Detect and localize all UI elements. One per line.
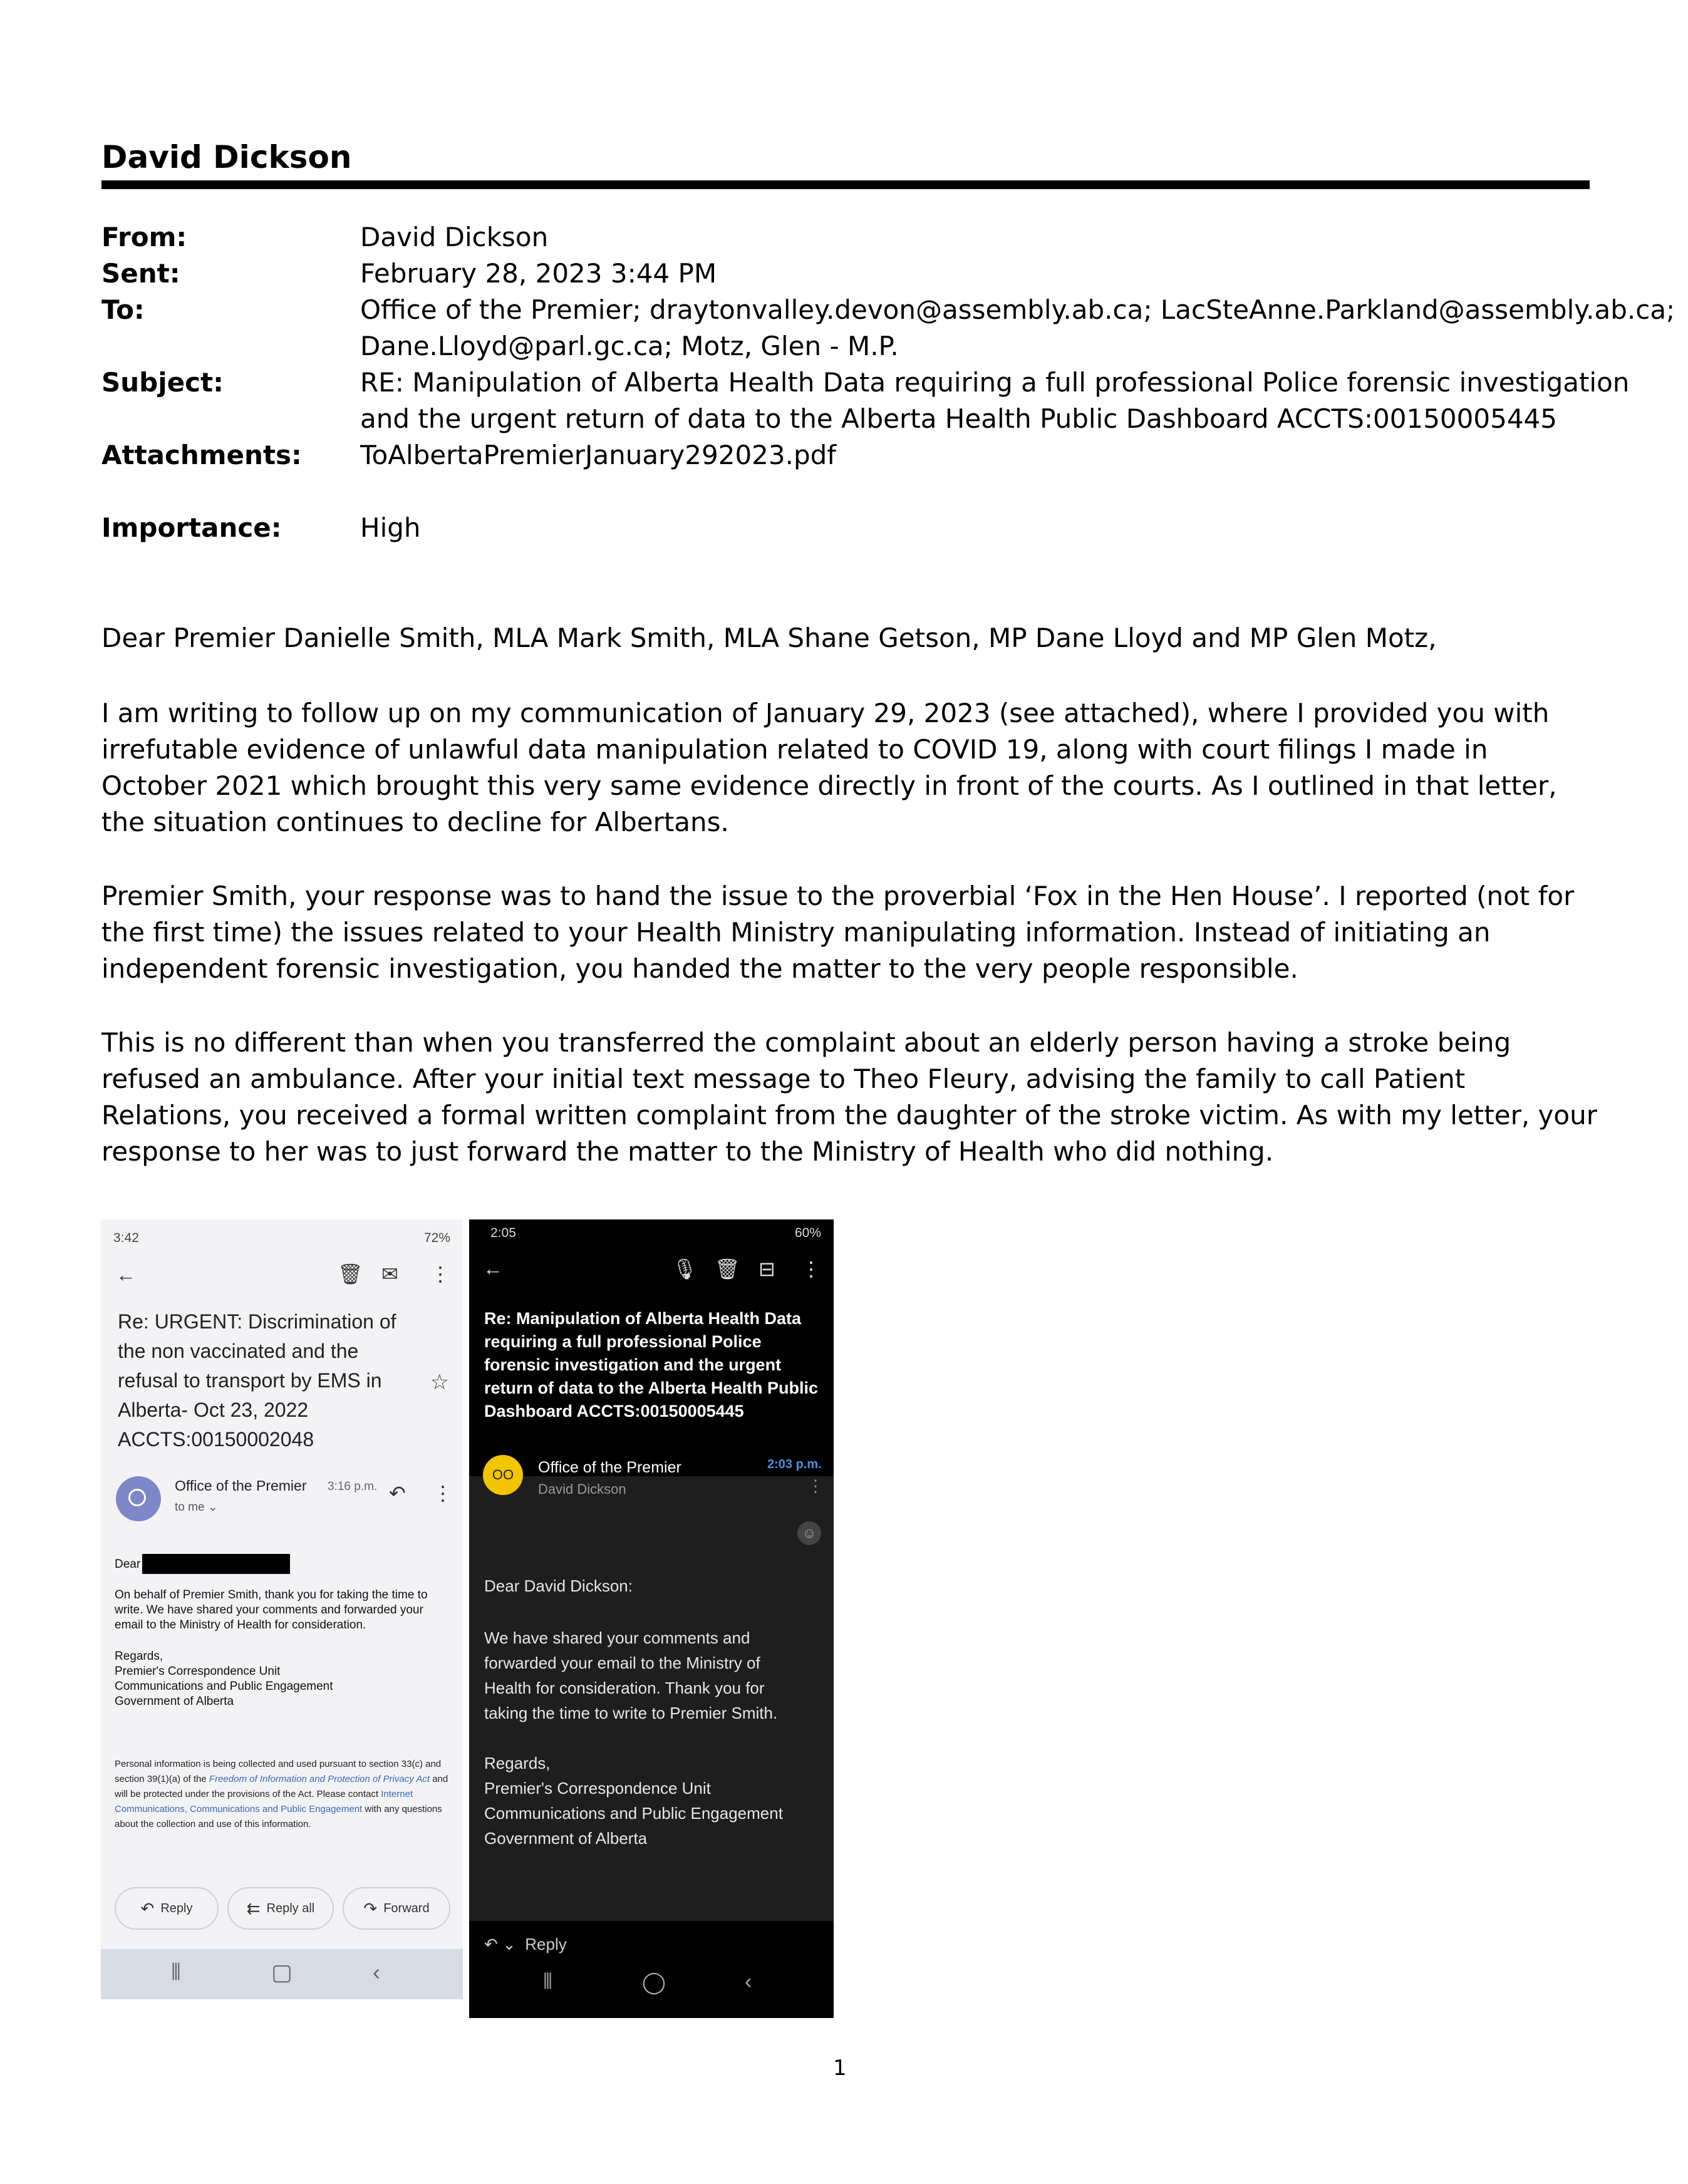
emoji-reaction-icon[interactable]: ☺ [797,1521,821,1545]
more-vertical-icon[interactable]: ⋮ [433,1482,453,1504]
reply-icon[interactable]: ↶ [389,1482,406,1504]
forward-button[interactable] [343,1887,450,1930]
importance-value: High [360,512,421,543]
email-screenshot-light [101,1219,463,1999]
sender-name: Office of the Premier [538,1459,681,1476]
back-arrow-icon[interactable]: ← [483,1257,503,1280]
email-screenshot-dark [469,1219,834,2018]
sent-value: February 28, 2023 3:44 PM [360,258,717,289]
document-title: David Dickson [101,139,352,175]
reply-button-label: Reply [525,1935,567,1954]
importance-label: Importance: [101,512,282,543]
recent-apps-icon[interactable]: ⦀ [543,1970,552,1994]
contact-link[interactable]: Internet Communications, Communications and Public Engagement [115,1789,413,1814]
body-paragraph: Premier Smith, your response was to hand the issue to the proverbial ‘Fox in the Hen House’. I reported (not for the first time) the issues related to your Health Ministry manipulating information. Instead of initiating an independent forensic investigation, you handed the matter to the very people responsible. [101,881,1575,984]
back-icon[interactable]: ‹ [373,1959,380,1985]
avatar: OO [483,1455,523,1495]
recipient-toggle[interactable] [175,1500,218,1514]
reply-all-button[interactable] [227,1887,334,1930]
email-body: On behalf of Premier Smith, thank you for taking the time to write. We have shared your comments and forwarded your email to the Ministry of Health for consideration. [115,1588,428,1632]
status-time: 3:42 [113,1231,139,1245]
subject-value-line2: and the urgent return of data to the Alberta Health Public Dashboard ACCTS:00150005445 [360,403,1557,434]
sent-label: Sent: [101,258,180,289]
reply-button-label: Reply [160,1901,193,1915]
home-icon[interactable]: ▢ [271,1959,293,1985]
to-value-line1: Office of the Premier; draytonvalley.devon@assembly.ab.ca; LacSteAnne.Parkland@assembly.ab.ca; [360,294,1675,325]
reply-all-icon: ⇇ [246,1898,261,1918]
to-value-line2: Dane.Lloyd@parl.gc.ca; Motz, Glen - M.P. [360,331,899,361]
recipient-label: to me [175,1501,205,1514]
more-vertical-icon[interactable]: ⋮ [430,1263,450,1285]
privacy-notice [115,1757,453,1832]
home-icon[interactable]: ◯ [642,1970,666,1994]
mail-icon[interactable]: ✉ [381,1263,398,1285]
recipient-name: David Dickson [538,1481,626,1497]
email-signature: Regards, Premier's Correspondence Unit Communications and Public Engagement Government of Alberta [484,1754,783,1848]
status-time: 2:05 [490,1226,516,1240]
attachments-label: Attachments: [101,440,302,470]
body-paragraph: This is no different than when you transferred the complaint about an elderly person having a stroke being refused an ambulance. After your initial text message to Theo Fleury, advising the family to call Patient Relations, you received a formal written complaint from the daughter of the stroke victim. As with my letter, your response to her was to just forward the matter to the Ministry of Health who did nothing. [101,1027,1597,1167]
email-time: 2:03 p.m. [767,1457,822,1471]
subject-label: Subject: [101,367,224,398]
recent-apps-icon[interactable]: ⦀ [171,1959,181,1985]
reply-icon: ↶ [140,1898,155,1918]
email-body: We have shared your comments and forwarded your email to the Ministry of Health for consideration. Thank you for taking the time to write to Premier Smith. [484,1628,778,1722]
status-battery: 60% [794,1226,821,1240]
reply-button[interactable] [115,1887,219,1930]
star-icon[interactable]: ☆ [430,1370,449,1394]
privacy-text: Personal information is being collected and used pursuant to section 33(c) and section 39(1)(a) of the [115,1759,442,1784]
reply-all-button-label: Reply all [266,1901,315,1915]
salutation: Dear David Dickson: [484,1576,633,1595]
avatar [116,1476,161,1521]
email-signature: Regards, Premier's Correspondence Unit Communications and Public Engagement Government of Alberta [115,1650,333,1708]
from-value: David Dickson [360,222,549,252]
forward-button-label: Forward [383,1901,430,1915]
privacy-text: and will be protected under the provisions of the Act. Please contact [115,1774,448,1799]
foip-act-link[interactable]: Freedom of Information and Protection of Privacy Act [209,1774,430,1784]
status-battery: 72% [423,1231,450,1245]
back-icon[interactable]: ‹ [745,1970,752,1994]
title-rule [101,180,1590,189]
forward-icon: ↷ [363,1898,378,1918]
privacy-text: with any questions about the collection and use of this information. [115,1804,442,1829]
reply-icon: ↶ ⌄ [484,1935,516,1954]
email-time: 3:16 p.m. [328,1480,378,1493]
reply-button[interactable] [484,1935,567,1954]
android-nav-bar [101,1949,463,1999]
back-arrow-icon[interactable]: ← [116,1263,136,1286]
microphone-icon[interactable]: 🎙 [672,1258,698,1280]
to-label: To: [101,294,145,325]
salutation: Dear [115,1558,141,1571]
email-subject: Re: Manipulation of Alberta Health Data requiring a full professional Police forensic investigation and the urgent return of data to the Alberta Health Public Dashboard ACCTS:00150005445 [484,1309,819,1421]
more-vertical-icon[interactable]: ⋮ [807,1476,824,1495]
trash-icon[interactable]: 🗑 [715,1258,740,1280]
sender-name: Office of the Premier [175,1478,307,1494]
page-number: 1 [833,2056,847,2081]
subject-value-line1: RE: Manipulation of Alberta Health Data requiring a full professional Police forensic investigation [360,367,1630,398]
from-label: From: [101,222,187,252]
more-vertical-icon[interactable]: ⋮ [801,1258,821,1280]
trash-icon[interactable]: 🗑 [338,1263,363,1285]
chevron-down-icon: ⌄ [207,1501,218,1514]
attachment-link[interactable]: ToAlbertaPremierJanuary292023.pdf [360,440,837,470]
archive-icon[interactable]: ⊟ [759,1258,775,1280]
redaction-bar [142,1554,290,1574]
body-paragraph: Dear Premier Danielle Smith, MLA Mark Smith, MLA Shane Getson, MP Dane Lloyd and MP Glen Motz, [101,623,1437,653]
email-subject: Re: URGENT: Discrimination of the non vaccinated and the refusal to transport by EMS in Alberta- Oct 23, 2022 ACCTS:00150002048 [118,1310,396,1451]
body-paragraph: I am writing to follow up on my communication of January 29, 2023 (see attached), where I provided you with irrefutable evidence of unlawful data manipulation related to COVID 19, along with court filings I made in October 2021 which brought this very same evidence directly in front of the courts. As I outlined in that letter, the situation continues to decline for Albertans. [101,698,1557,837]
